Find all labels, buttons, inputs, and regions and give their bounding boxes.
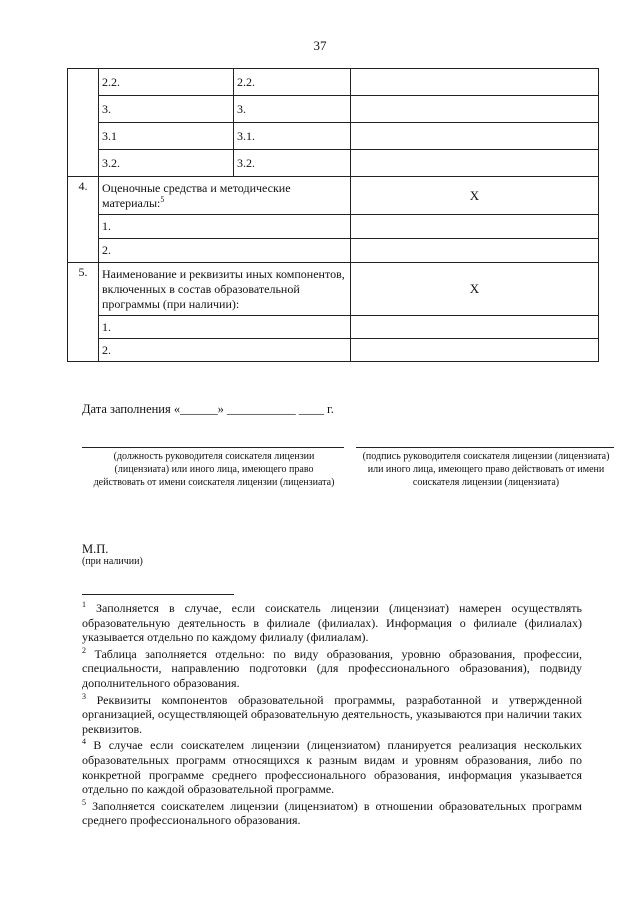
section-5-mark: X xyxy=(351,263,599,316)
section-4-mark: X xyxy=(351,177,599,215)
table-row xyxy=(68,177,599,215)
table-cell xyxy=(351,339,599,362)
footnote xyxy=(82,647,582,691)
page-number: 37 xyxy=(313,38,327,53)
table-cell: 3.2. xyxy=(234,150,351,177)
stamp-label: М.П. xyxy=(82,542,109,556)
table-cell: 1. xyxy=(99,316,351,339)
table-row xyxy=(68,263,599,316)
table-cell: 3.1. xyxy=(234,123,351,150)
footnote-number: 2 xyxy=(82,645,86,655)
table-cell: 3. xyxy=(234,96,351,123)
table-cell: 3. xyxy=(99,96,234,123)
table-cell xyxy=(351,150,599,177)
fill-date-line: Дата заполнения «______» ___________ ____ г. xyxy=(82,402,334,416)
table-cell: 2.2. xyxy=(99,69,234,96)
stamp-note: (при наличии) xyxy=(82,556,143,567)
table-row xyxy=(68,215,599,239)
footnote-text: Реквизиты компонентов образовательной программы, разработанной и утвержденной организацией, осуществляющей образовательную деятельность, указываются при наличии таких реквизитов. xyxy=(82,692,583,736)
footnote-text: Таблица заполняется отдельно: по виду образования, уровню образования, профессии, специальности, направлению подготовки (для профессионального образования), подвиду дополнительного образования. xyxy=(82,646,583,690)
footnote-text: В случае если соискателем лицензии (лицензиатом) планируется реализация нескольких образовательных программ относящихся к разным видам и уровням образования, либо по конкретной программе среднего профессионального образования, информация указывается отдельно по каждой образовательной программе. xyxy=(82,738,583,797)
table-cell xyxy=(351,123,599,150)
signature-caption: (подпись руководителя соискателя лицензии (лицензиата) или иного лица, имеющего право действовать от имени соискателя лицензии (лицензиата) xyxy=(362,451,610,488)
footnote-text: Заполняется соискателем лицензии (лицензиатом) в отношении образовательных программ среднего профессионального образования. xyxy=(82,798,582,828)
table-cell: 1. xyxy=(99,215,351,239)
row-number-cell: 4. xyxy=(68,177,99,263)
table-cell: 2. xyxy=(99,339,351,362)
table-cell: 3.2. xyxy=(99,150,234,177)
footnote-number: 5 xyxy=(82,797,86,807)
footnote xyxy=(82,799,582,828)
table-cell xyxy=(351,316,599,339)
position-caption: (должность руководителя соискателя лицензии (лицензиата) или иного лица, имеющего право действовать от имени соискателя лицензии (лицензиата) xyxy=(93,451,335,488)
table-row xyxy=(68,150,599,177)
footnotes xyxy=(82,601,582,830)
table-row xyxy=(68,69,599,96)
table-row xyxy=(68,123,599,150)
section-4-title-cell xyxy=(99,177,351,215)
table-cell: 3.1 xyxy=(99,123,234,150)
table-row xyxy=(68,339,599,362)
table-row xyxy=(68,316,599,339)
footnote-text: Заполняется в случае, если соискатель лицензии (лицензиат) намерен осуществлять образовательную деятельность в филиале (филиалах). Информация о филиале (филиалах) указывается отдельно по каждому филиалу (филиалам). xyxy=(82,601,583,645)
signature-line xyxy=(356,447,614,448)
footnote xyxy=(82,693,582,737)
footnote-number: 1 xyxy=(82,600,86,609)
table-cell: 2.2. xyxy=(234,69,351,96)
section-4-title: Оценочные средства и методические материалы: xyxy=(102,180,291,210)
programs-table xyxy=(67,68,599,362)
footnote-number: 3 xyxy=(82,691,86,701)
position-signature-line xyxy=(82,447,344,448)
footnote-ref: 5 xyxy=(160,194,165,204)
footnote xyxy=(82,738,582,796)
table-cell xyxy=(351,215,599,239)
table-cell: 2. xyxy=(99,239,351,263)
row-number-cell xyxy=(68,69,99,177)
section-5-title: Наименование и реквизиты иных компонентов, включенных в состав образовательной программы (при наличии): xyxy=(99,263,351,316)
table-cell xyxy=(351,69,599,96)
table-cell xyxy=(351,96,599,123)
table-row xyxy=(68,239,599,263)
footnote xyxy=(82,601,582,645)
footnote-number: 4 xyxy=(82,737,86,747)
row-number-cell: 5. xyxy=(68,263,99,362)
table-cell xyxy=(351,239,599,263)
table-row xyxy=(68,96,599,123)
footnote-separator xyxy=(82,594,234,595)
